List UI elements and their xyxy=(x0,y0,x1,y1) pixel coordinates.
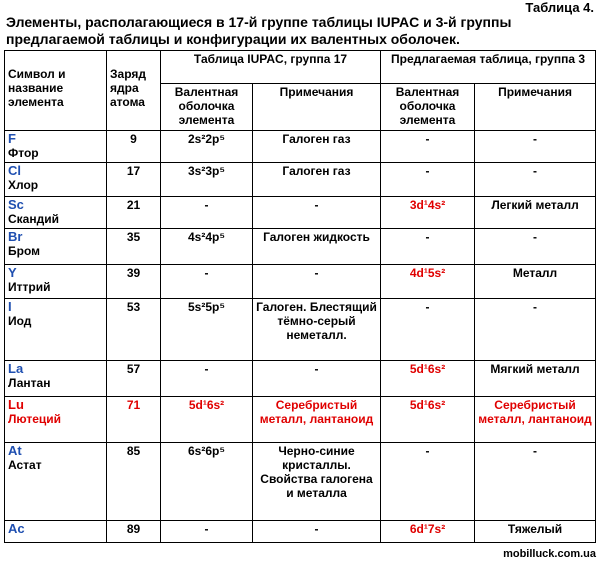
element-symbol: La xyxy=(8,361,24,376)
element-cell xyxy=(5,197,107,229)
iupac-config: - xyxy=(161,265,253,299)
table-row xyxy=(5,361,596,397)
watermark: mobilluck.com.ua xyxy=(503,548,596,560)
element-cell xyxy=(5,265,107,299)
element-symbol: Ac xyxy=(8,521,25,536)
iupac-config: - xyxy=(161,197,253,229)
element-charge: 35 xyxy=(107,229,161,265)
table-row xyxy=(5,131,596,163)
element-name: Хлор xyxy=(8,178,39,192)
element-name: Скандий xyxy=(8,212,59,226)
proposed-note: Тяжелый xyxy=(475,521,596,543)
element-symbol: I xyxy=(8,299,12,314)
iupac-config: 4s²4p⁵ xyxy=(161,229,253,265)
element-cell xyxy=(5,361,107,397)
table-caption-label: Таблица 4. xyxy=(525,0,594,15)
iupac-note: Галоген жидкость xyxy=(253,229,381,265)
proposed-note: - xyxy=(475,163,596,197)
table-row xyxy=(5,197,596,229)
element-charge: 89 xyxy=(107,521,161,543)
element-cell xyxy=(5,521,107,543)
element-name: Лантан xyxy=(8,376,51,390)
iupac-config: 5d¹6s² xyxy=(161,397,253,443)
table-row xyxy=(5,443,596,521)
element-name: Иттрий xyxy=(8,280,51,294)
iupac-note: Галоген. Блестящий тёмно-серый неметалл. xyxy=(253,299,381,361)
element-charge: 53 xyxy=(107,299,161,361)
element-charge: 9 xyxy=(107,131,161,163)
proposed-config: - xyxy=(381,443,475,521)
header-iupac-group: Таблица IUPAC, группа 17 xyxy=(161,51,381,84)
element-charge: 85 xyxy=(107,443,161,521)
table-heading: Элементы, располагающиеся в 17-й группе таблицы IUPAC и 3-й группы предлагаемой таблицы и конфигурации их валентных оболочек. xyxy=(6,14,512,47)
element-charge: 21 xyxy=(107,197,161,229)
iupac-config: 2s²2p⁵ xyxy=(161,131,253,163)
iupac-config: 6s²6p⁵ xyxy=(161,443,253,521)
element-symbol: Lu xyxy=(8,397,24,412)
element-charge: 71 xyxy=(107,397,161,443)
iupac-note: Серебристый металл, лантаноид xyxy=(253,397,381,443)
table-row xyxy=(5,229,596,265)
header-iupac-valence: Валентная оболочка элемента xyxy=(161,84,253,131)
table-row xyxy=(5,163,596,197)
iupac-note: - xyxy=(253,361,381,397)
iupac-note: - xyxy=(253,265,381,299)
element-symbol: Br xyxy=(8,229,23,244)
proposed-note: Легкий металл xyxy=(475,197,596,229)
iupac-note: - xyxy=(253,521,381,543)
proposed-note: - xyxy=(475,443,596,521)
proposed-config: - xyxy=(381,299,475,361)
element-name: Лютеций xyxy=(8,412,62,426)
iupac-note: - xyxy=(253,197,381,229)
proposed-note: - xyxy=(475,229,596,265)
header-symbol-name: Символ и название элемента xyxy=(5,51,107,131)
element-symbol: Y xyxy=(8,265,17,280)
proposed-config: 6d¹7s² xyxy=(381,521,475,543)
proposed-note: Мягкий металл xyxy=(475,361,596,397)
proposed-note: - xyxy=(475,299,596,361)
proposed-config: 5d¹6s² xyxy=(381,361,475,397)
header-proposed-valence: Валентная оболочка элемента xyxy=(381,84,475,131)
proposed-note: - xyxy=(475,131,596,163)
iupac-note: Галоген газ xyxy=(253,131,381,163)
element-name: Фтор xyxy=(8,146,39,160)
proposed-config: 4d¹5s² xyxy=(381,265,475,299)
header-proposed-notes: Примечания xyxy=(475,84,596,131)
iupac-note: Черно-синие кристаллы. Свойства галогена и металла xyxy=(253,443,381,521)
element-cell xyxy=(5,299,107,361)
element-cell xyxy=(5,397,107,443)
proposed-config: - xyxy=(381,131,475,163)
element-charge: 17 xyxy=(107,163,161,197)
header-charge: Заряд ядра атома xyxy=(107,51,161,131)
element-name: Астат xyxy=(8,458,42,472)
table-row xyxy=(5,265,596,299)
iupac-config: 3s²3p⁵ xyxy=(161,163,253,197)
element-charge: 57 xyxy=(107,361,161,397)
proposed-config: - xyxy=(381,229,475,265)
proposed-config: 3d¹4s² xyxy=(381,197,475,229)
table-row xyxy=(5,397,596,443)
table-row xyxy=(5,521,596,543)
proposed-config: - xyxy=(381,163,475,197)
iupac-note: Галоген газ xyxy=(253,163,381,197)
element-symbol: F xyxy=(8,131,16,146)
element-name: Бром xyxy=(8,244,41,258)
element-symbol: Cl xyxy=(8,163,21,178)
proposed-note: Серебристый металл, лантаноид xyxy=(475,397,596,443)
element-symbol: At xyxy=(8,443,22,458)
iupac-config: - xyxy=(161,521,253,543)
iupac-config: 5s²5p⁵ xyxy=(161,299,253,361)
element-cell xyxy=(5,229,107,265)
proposed-note: Металл xyxy=(475,265,596,299)
table-row xyxy=(5,299,596,361)
element-cell xyxy=(5,163,107,197)
iupac-config: - xyxy=(161,361,253,397)
proposed-config: 5d¹6s² xyxy=(381,397,475,443)
header-iupac-notes: Примечания xyxy=(253,84,381,131)
element-charge: 39 xyxy=(107,265,161,299)
element-symbol: Sc xyxy=(8,197,24,212)
header-proposed-group: Предлагаемая таблица, группа 3 xyxy=(381,51,596,84)
element-cell xyxy=(5,443,107,521)
elements-table xyxy=(4,50,596,543)
element-cell xyxy=(5,131,107,163)
element-name: Иод xyxy=(8,314,32,328)
